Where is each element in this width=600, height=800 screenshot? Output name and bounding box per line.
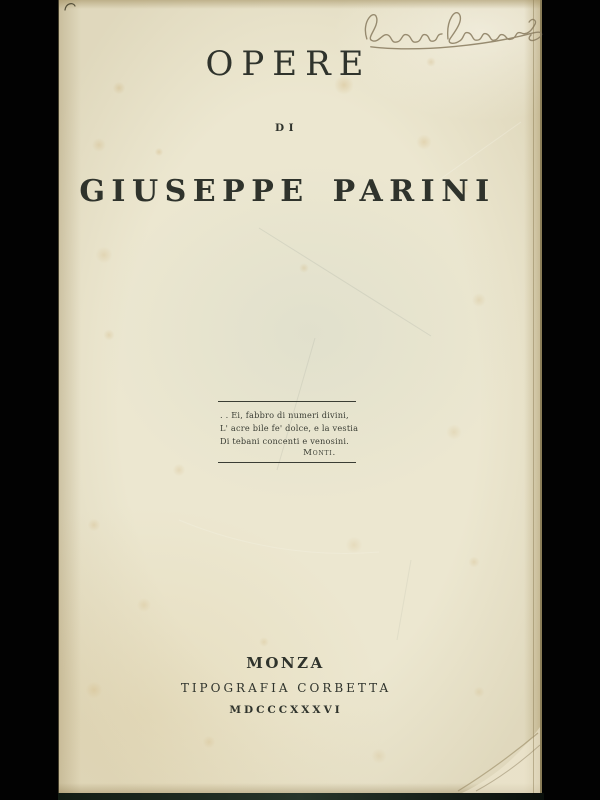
imprint-year: MDCCCXXXVI	[229, 704, 343, 716]
imprint-publisher: TIPOGRAFIA CORBETTA	[180, 681, 392, 695]
paper-creases	[59, 0, 543, 793]
epigraph-line-1: . . Ei, fabbro di numeri divini,	[220, 410, 349, 420]
handwritten-signature	[351, 3, 539, 51]
fore-edge-line	[533, 0, 534, 793]
epigraph-attribution: Monti.	[303, 448, 336, 459]
epigraph-line-2: L' acre bile fe' dolce, e la vestia	[220, 422, 359, 433]
epigraph-line-3: Di tebani concenti e venosini.	[220, 435, 349, 446]
book-title-page	[58, 0, 542, 793]
preposition-di: DI	[274, 122, 299, 134]
author-name: GIUSEPPE PARINI	[79, 174, 496, 209]
imprint-place: MONZA	[246, 654, 325, 672]
ink-mark	[63, 1, 79, 13]
page-title: OPERE	[205, 44, 372, 84]
table-edge-strip	[58, 793, 544, 800]
page-corner-curl	[450, 723, 540, 793]
epigraph-block	[218, 401, 359, 463]
